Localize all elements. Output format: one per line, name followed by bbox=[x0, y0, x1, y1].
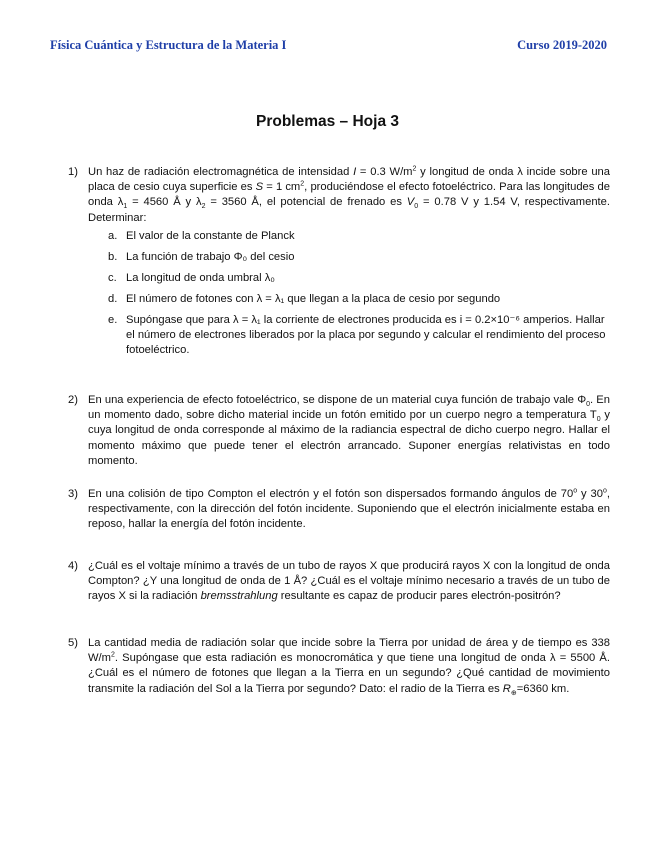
problem-text: Un haz de radiación electromagnética de intensidad I = 0.3 $W/m^2$ y longitud de onda λ incide sobre una placa de cesio cuya superficie es S = 1 $cm^2$, produciéndose el efecto fotoeléctrico. Para las longitudes de onda $\lambda_1 = 4560$ Å y $\lambda_2 = 3560$ Å, el potencial de frenado es $V_0 = 0.78$ V y 1.54 V, respectivamente. Determinar: bbox=[88, 165, 610, 224]
problem-text: En una experiencia de efecto fotoeléctrico, se dispone de un material cuya función de trabajo vale $\Phi_0$. En un momento dado, sobre dicho material incide un fotón emitido por un cuerpo negro a temperatura $T_0$ y cuya longitud de onda corresponde al máximo de la radiancia espectral de dicho cuerpo negro. Hallar el momento máximo que puede tener el electrón arrancado. Suponer energías relativistas en todo momento. bbox=[88, 394, 610, 467]
problem-1 bbox=[68, 165, 610, 226]
course-year: Curso 2019-2020 bbox=[517, 38, 607, 52]
problem-2 bbox=[68, 393, 610, 469]
subitem-letter: e. bbox=[108, 314, 118, 326]
subitem-letter: a. bbox=[108, 230, 118, 242]
subitem-a bbox=[108, 229, 610, 244]
problem-3 bbox=[68, 487, 610, 533]
subitem-letter: d. bbox=[108, 293, 118, 305]
subitem-letter: b. bbox=[108, 251, 118, 263]
problem-number: 3) bbox=[68, 488, 78, 500]
subitem-e bbox=[108, 313, 610, 359]
course-name: Física Cuántica y Estructura de la Materia I bbox=[50, 38, 287, 52]
subitem-text: El número de fotones con λ = λ₁ que llegan a la placa de cesio por segundo bbox=[126, 293, 501, 305]
problem-text: ¿Cuál es el voltaje mínimo a través de un tubo de rayos X que producirá rayos X con la longitud de onda Compton? ¿Y una longitud de onda de 1 Å? ¿Cuál es el voltaje mínimo necesario a través de un tubo de rayos X si la radiación bremsstrahlung resultante es capaz de producir pares electrón-positrón? bbox=[88, 560, 610, 603]
problem-text: En una colisión de tipo Compton el electrón y el fotón son dispersados formando ángulos de 70$^o$ y 30$^o$, respectivamente, con la dirección del fotón incidente. Suponiendo que el electrón inicialmente estaba en reposo, hallar la energía del fotón incidente. bbox=[88, 487, 610, 531]
subitem-text: Supóngase que para λ = λ₁ la corriente de electrones producida es i = 0.2×10⁻⁶ amperios. Hallar el número de electrones liberados por la placa por segundo y calcular el rendimiento del proceso fotoeléctrico. bbox=[126, 314, 606, 357]
problem-4 bbox=[68, 559, 610, 605]
subitem-text: La longitud de onda umbral λ₀ bbox=[126, 272, 275, 284]
subitem-d bbox=[108, 292, 610, 307]
subitem-letter: c. bbox=[108, 272, 117, 284]
problem-text: La cantidad media de radiación solar que incide sobre la Tierra por unidad de área y de tiempo es 338 $W/m^2$. Supóngase que esta radiación es monocromática y que tiene una longitud de onda λ = 5500 Å. ¿Cuál es el número de fotones que llegan a la Tierra en un segundo? ¿Qué cantidad de movimiento transmite la radiación del Sol a la Tierra por segundo? Dato: el radio de la Tierra es $R_\oplus=6360$ km. bbox=[88, 637, 610, 697]
subitem-c bbox=[108, 271, 610, 286]
subitem-b bbox=[108, 250, 610, 265]
problem-number: 4) bbox=[68, 560, 78, 572]
problem-5 bbox=[68, 636, 610, 697]
page-title: Problemas – Hoja 3 bbox=[255, 113, 399, 130]
problem-number: 1) bbox=[68, 166, 78, 178]
problem-number: 2) bbox=[68, 394, 78, 406]
subitem-text: El valor de la constante de Planck bbox=[126, 230, 295, 242]
problem-number: 5) bbox=[68, 637, 78, 649]
subitem-text: La función de trabajo Φ₀ del cesio bbox=[126, 251, 295, 263]
